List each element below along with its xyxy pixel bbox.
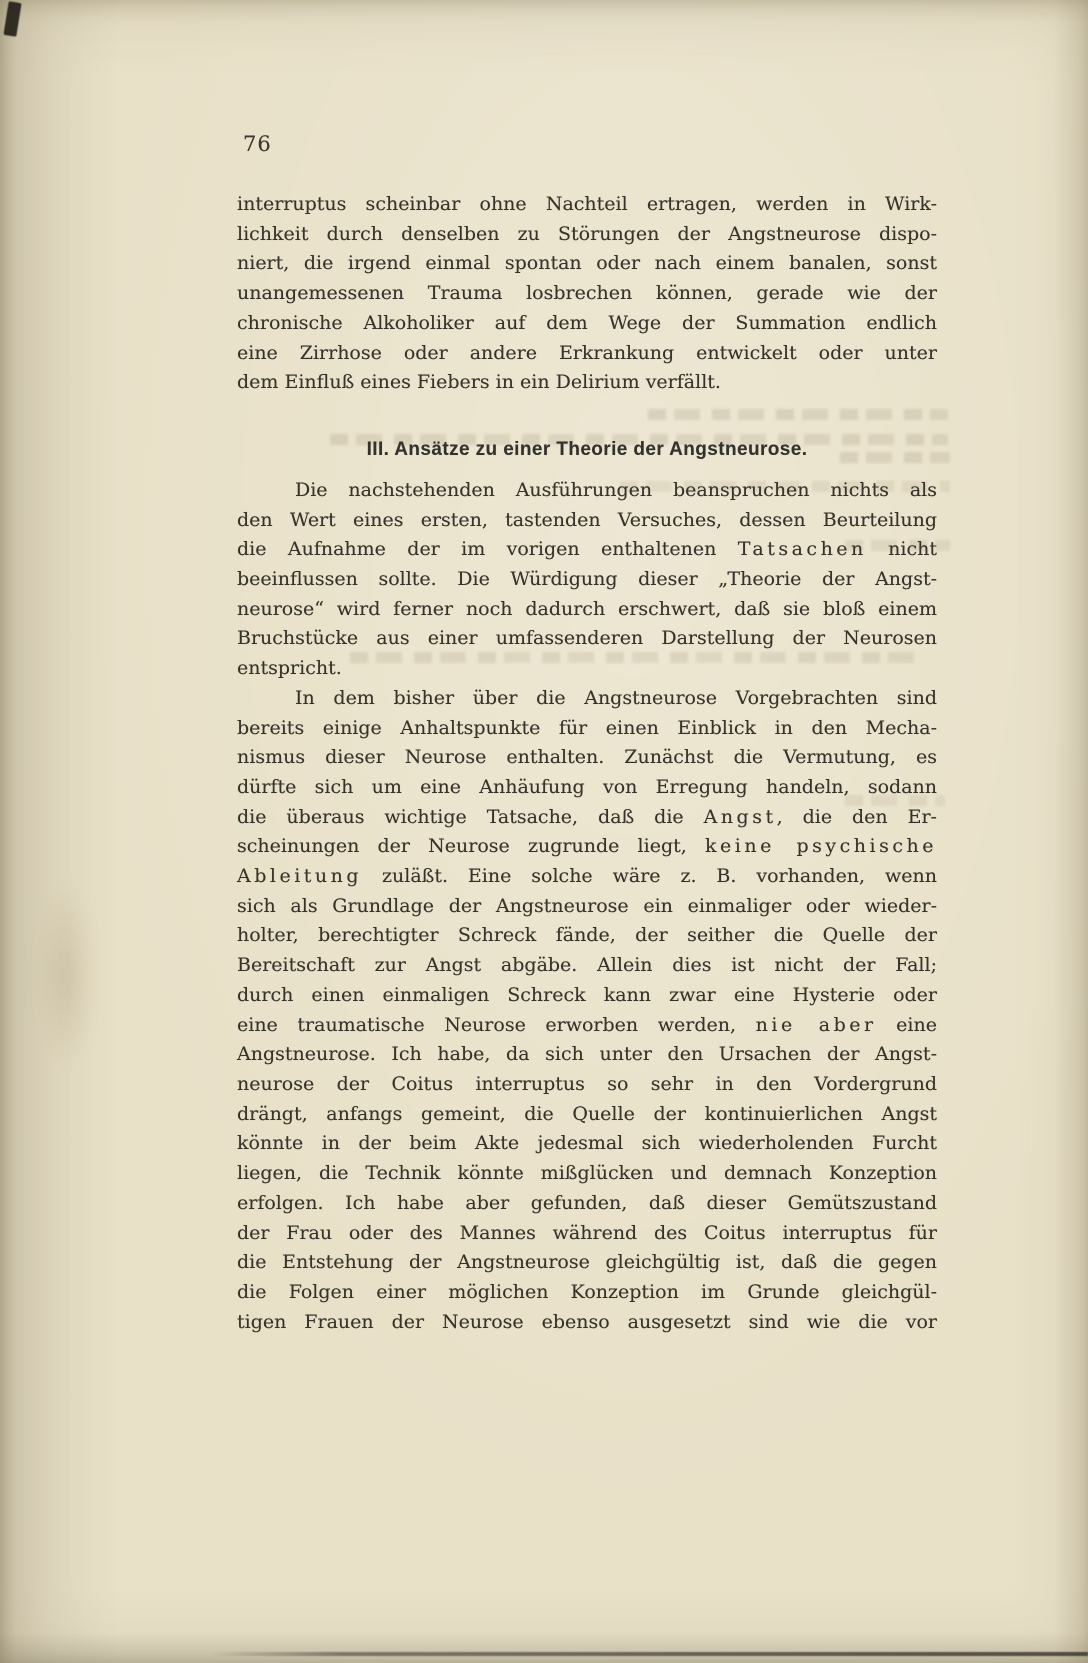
text-line xyxy=(237,714,937,744)
text-segment: scheinungen der Neurose zugrunde liegt, xyxy=(237,835,705,858)
text-line xyxy=(237,951,937,981)
text-segment: die Entstehung der Angstneurose gleichgültig ist, daß die gegen xyxy=(237,1251,937,1274)
scan-bottom-edge xyxy=(212,1652,1088,1656)
text-line xyxy=(237,1308,937,1338)
text-segment: eine Zirrhose oder andere Erkrankung entwickelt oder unter xyxy=(237,341,937,364)
text-segment: unangemessenen Trauma losbrechen können, gerade wie der xyxy=(237,282,937,305)
text-segment: Angstneurose. Ich habe, da sich unter den Ursachen der Angst- xyxy=(237,1043,937,1066)
scan-corner-mark xyxy=(3,1,21,37)
text-line xyxy=(237,1159,937,1189)
text-line xyxy=(237,773,937,803)
text-segment: die überaus wichtige Tatsache, daß die xyxy=(237,805,704,828)
text-segment: zuläßt. Eine solche wäre z. B. vorhanden, wenn xyxy=(362,865,937,888)
text-segment: drängt, anfangs gemeint, die Quelle der kontinuierlichen Angst xyxy=(237,1102,937,1125)
emphasized-text: keine psychische xyxy=(705,835,937,858)
text-segment: neurose der Coitus interruptus so sehr in den Vordergrund xyxy=(237,1072,937,1095)
text-segment: die Folgen einer möglichen Konzeption im Grunde gleichgül- xyxy=(237,1280,937,1303)
text-segment: eine xyxy=(876,1013,937,1036)
text-line xyxy=(237,249,937,279)
text-segment: interruptus scheinbar ohne Nachteil ertragen, werden in Wirk- xyxy=(237,193,937,215)
text-segment: erfolgen. Ich habe aber gefunden, daß dieser Gemütszustand xyxy=(237,1191,937,1214)
text-line xyxy=(237,1189,937,1219)
emphasized-text: Angst xyxy=(703,805,777,828)
page-number: 76 xyxy=(243,132,272,156)
text-segment: könnte in der beim Akte jedesmal sich wiederholenden Furcht xyxy=(237,1132,937,1155)
text-segment: entspricht. xyxy=(237,657,342,680)
text-segment: den Wert eines ersten, tastenden Versuches, dessen Beurteilung xyxy=(237,508,937,531)
text-line xyxy=(237,1070,937,1100)
text-segment: Bereitschaft zur Angst abgäbe. Allein dies ist nicht der Fall; xyxy=(237,954,937,977)
text-segment: neurose“ wird ferner noch dadurch erschwert, daß sie bloß einem xyxy=(237,597,937,620)
text-segment: nicht xyxy=(866,538,937,561)
paragraph xyxy=(237,190,937,398)
text-line xyxy=(237,1129,937,1159)
text-line xyxy=(237,892,937,922)
text-segment: , die den Er- xyxy=(776,805,937,828)
emphasized-text: Ableitung xyxy=(237,865,363,888)
text-line xyxy=(237,595,937,625)
text-line xyxy=(237,921,937,951)
text-segment: chronische Alkoholiker auf dem Wege der Summation endlich xyxy=(237,311,937,334)
text-line xyxy=(237,1040,937,1070)
text-line xyxy=(237,1100,937,1130)
text-line xyxy=(237,279,937,309)
text-segment: In dem bisher über die Angstneurose Vorgebrachten sind xyxy=(295,686,937,709)
text-line xyxy=(237,1219,937,1249)
text-segment: die Aufnahme der im vorigen enthaltenen xyxy=(237,538,738,561)
text-line xyxy=(237,684,937,714)
text-line xyxy=(237,1278,937,1308)
text-segment: holter, berechtigter Schreck fände, der seither die Quelle der xyxy=(237,924,937,947)
text-segment: Die nachstehenden Ausführungen beanspruchen nichts als xyxy=(295,478,937,501)
text-segment: niert, die irgend einmal spontan oder nach einem banalen, sonst xyxy=(237,252,937,275)
paragraph xyxy=(237,476,937,684)
text-line xyxy=(237,535,937,565)
emphasized-text: Tatsachen xyxy=(737,538,867,561)
text-line xyxy=(237,1248,937,1278)
text-segment: bereits einige Anhaltspunkte für einen Einblick in den Mecha- xyxy=(237,716,937,739)
text-segment: dürfte sich um eine Anhäufung von Erregung handeln, sodann xyxy=(237,775,937,798)
text-segment: liegen, die Technik könnte mißglücken und demnach Konzeption xyxy=(237,1162,937,1185)
text-line xyxy=(237,624,937,654)
text-line xyxy=(237,476,937,506)
text-segment: durch einen einmaligen Schreck kann zwar eine Hysterie oder xyxy=(237,983,937,1006)
text-line xyxy=(237,981,937,1011)
text-segment: tigen Frauen der Neurose ebenso ausgesetzt sind wie die vor xyxy=(237,1310,937,1333)
paper-stain xyxy=(36,880,96,1070)
text-line xyxy=(237,506,937,536)
emphasized-text: nie aber xyxy=(755,1013,877,1036)
section-heading: III. Ansätze zu einer Theorie der Angstneurose. xyxy=(366,438,808,460)
text-segment: der Frau oder des Mannes während des Coitus interruptus für xyxy=(237,1221,937,1244)
text-line xyxy=(237,565,937,595)
text-line xyxy=(237,368,937,398)
text-segment: Bruchstücke aus einer umfassenderen Darstellung der Neurosen xyxy=(237,627,937,650)
text-segment: lichkeit durch denselben zu Störungen der Angstneurose dispo- xyxy=(237,222,937,245)
text-segment: nismus dieser Neurose enthalten. Zunächst die Vermutung, es xyxy=(237,746,937,769)
text-line xyxy=(237,862,937,892)
text-segment: eine traumatische Neurose erworben werden, xyxy=(237,1013,756,1036)
text-line xyxy=(237,190,937,220)
text-line xyxy=(237,339,937,369)
text-line xyxy=(237,803,937,833)
text-line xyxy=(237,1011,937,1041)
text-line xyxy=(237,654,937,684)
text-line xyxy=(237,309,937,339)
text-segment: sich als Grundlage der Angstneurose ein einmaliger oder wieder- xyxy=(237,894,937,917)
text-line xyxy=(237,832,937,862)
text-segment: beeinflussen sollte. Die Würdigung dieser „Theorie der Angst- xyxy=(237,568,937,591)
text-segment: dem Einfluß eines Fiebers in ein Delirium verfällt. xyxy=(237,371,721,394)
text-block xyxy=(237,190,937,1337)
paragraph xyxy=(237,684,937,1337)
text-line xyxy=(237,220,937,250)
text-line xyxy=(237,743,937,773)
